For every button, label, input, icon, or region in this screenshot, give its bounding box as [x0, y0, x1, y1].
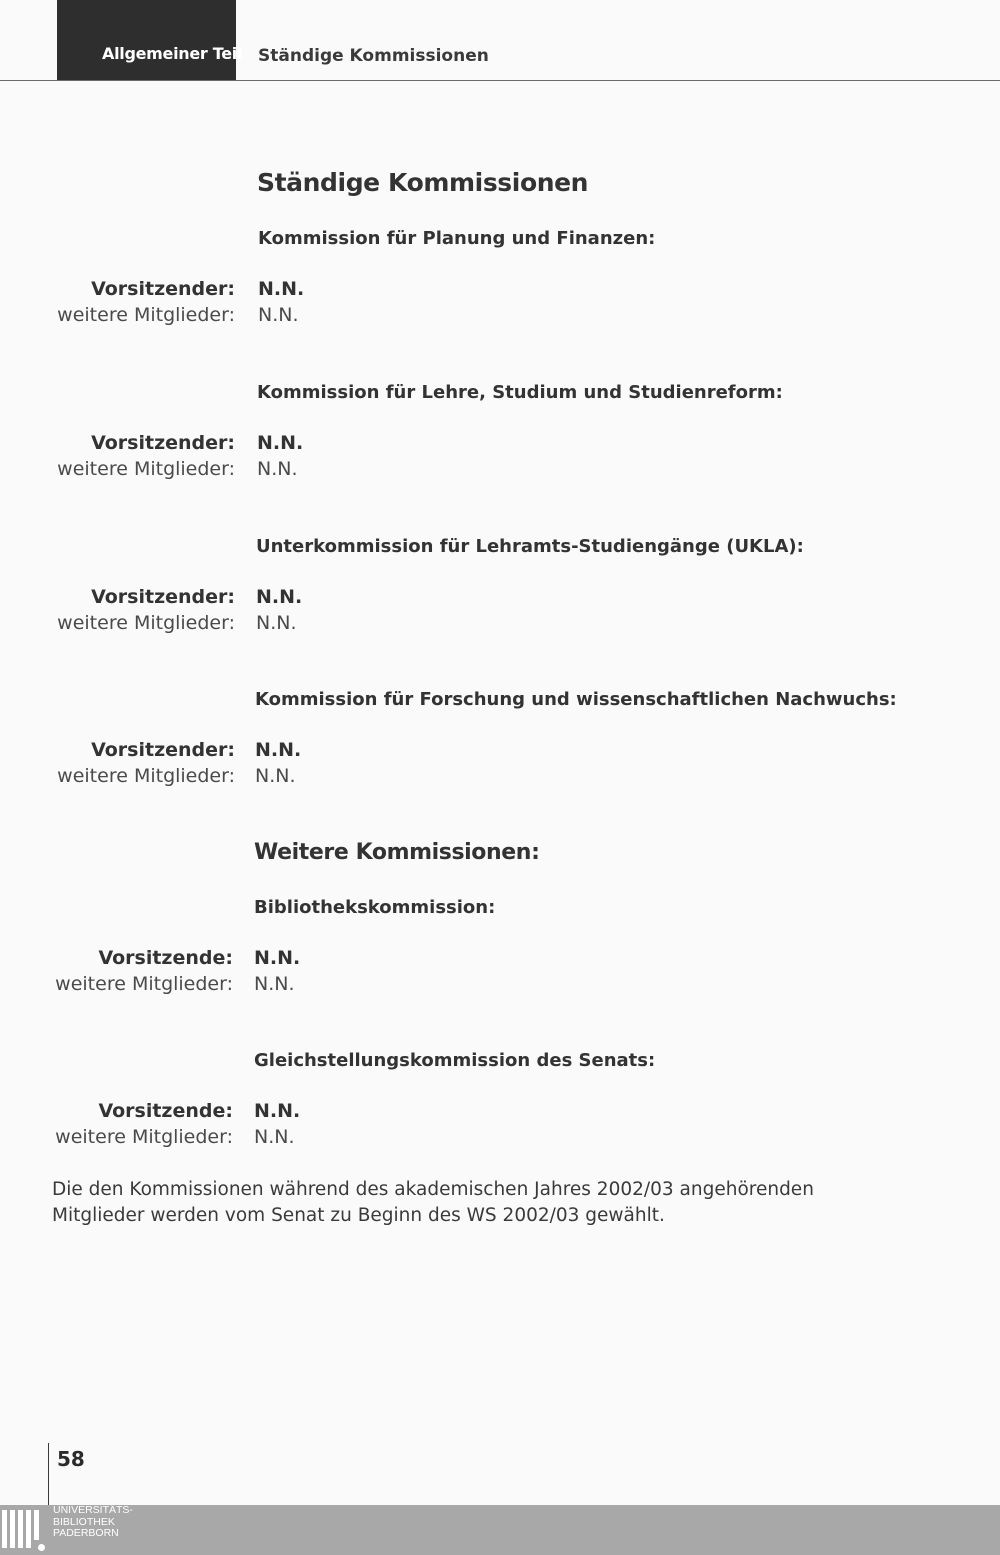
library-logo-icon [2, 1510, 39, 1548]
chair-value: N.N. [256, 586, 303, 608]
commission-block [0, 382, 1000, 492]
chair-label: Vorsitzender: [91, 739, 235, 761]
chair-value: N.N. [258, 278, 305, 300]
commission-block [0, 1050, 1000, 1160]
members-value: N.N. [254, 1126, 295, 1148]
library-logo-line: UNIVERSITÄTS- [53, 1504, 133, 1516]
chair-label: Vorsitzende: [98, 947, 233, 969]
chair-value: N.N. [254, 947, 301, 969]
members-value: N.N. [258, 304, 299, 326]
page-title: Ständige Kommissionen [257, 168, 589, 197]
page-number: 58 [57, 1447, 85, 1471]
commission-title: Kommission für Forschung und wissenschaftlichen Nachwuchs: [255, 689, 897, 710]
members-label: weitere Mitglieder: [55, 1126, 233, 1148]
members-value: N.N. [257, 458, 298, 480]
members-label: weitere Mitglieder: [57, 304, 235, 326]
commission-title: Gleichstellungskommission des Senats: [254, 1050, 656, 1071]
members-value: N.N. [254, 973, 295, 995]
header-rule [0, 80, 1000, 81]
header-tab [57, 0, 236, 80]
chair-value: N.N. [254, 1100, 301, 1122]
chair-value: N.N. [257, 432, 304, 454]
commission-block [0, 897, 1000, 1007]
members-value: N.N. [256, 612, 297, 634]
commission-block [0, 536, 1000, 646]
chair-label: Vorsitzende: [98, 1100, 233, 1122]
note-line: Mitglieder werden vom Senat zu Beginn des WS 2002/03 gewählt. [52, 1205, 665, 1226]
members-label: weitere Mitglieder: [57, 765, 235, 787]
library-logo-dot-icon [38, 1544, 45, 1551]
election-note [52, 1177, 852, 1229]
commission-title: Kommission für Planung und Finanzen: [258, 228, 656, 249]
library-logo-line: BIBLIOTHEK [53, 1515, 115, 1528]
margin-rule [48, 1443, 49, 1513]
commission-block [0, 228, 1000, 338]
header-tab-label: Allgemeiner Teil [102, 44, 243, 63]
further-commissions-heading: Weitere Kommissionen: [254, 840, 540, 865]
library-logo-line: PADERBORN [53, 1527, 119, 1539]
members-label: weitere Mitglieder: [55, 973, 233, 995]
chair-label: Vorsitzender: [91, 586, 235, 608]
chair-label: Vorsitzender: [91, 432, 235, 454]
commission-title: Bibliothekskommission: [254, 897, 496, 918]
chair-value: N.N. [255, 739, 302, 761]
library-logo-text [53, 1505, 133, 1540]
members-label: weitere Mitglieder: [57, 458, 235, 480]
commission-title: Unterkommission für Lehramts-Studiengänge (UKLA): [256, 536, 804, 557]
note-line: Die den Kommissionen während des akademischen Jahres 2002/03 angehörenden [52, 1179, 814, 1200]
footer-band [0, 1505, 1000, 1555]
header-section-label: Ständige Kommissionen [258, 46, 489, 66]
commission-title: Kommission für Lehre, Studium und Studienreform: [257, 382, 783, 403]
members-value: N.N. [255, 765, 296, 787]
commission-block [0, 689, 1000, 799]
chair-label: Vorsitzender: [91, 278, 235, 300]
members-label: weitere Mitglieder: [57, 612, 235, 634]
